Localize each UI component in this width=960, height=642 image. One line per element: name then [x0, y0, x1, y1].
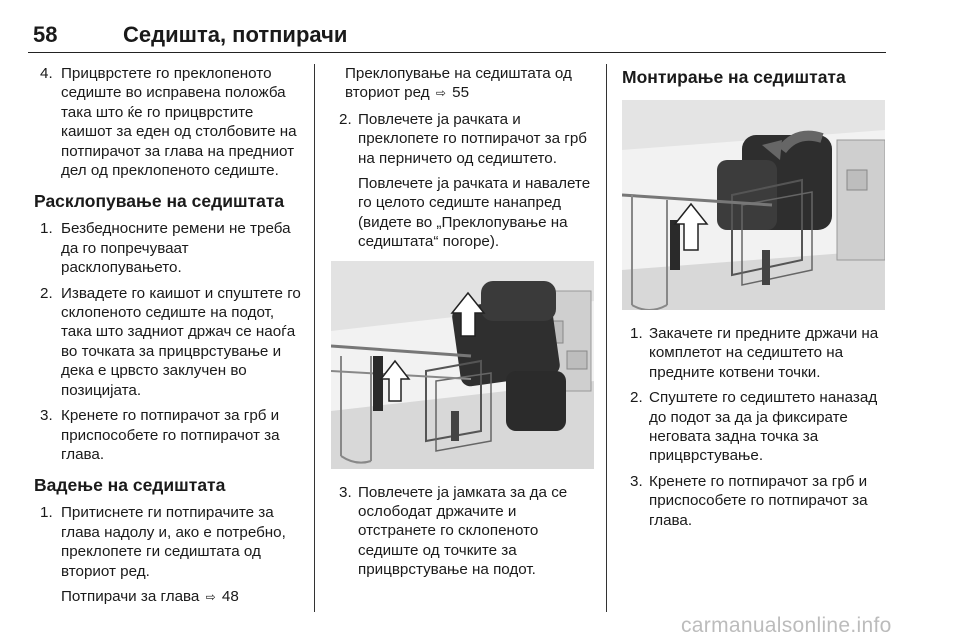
item-number: 2.	[339, 110, 352, 128]
item-number: 1.	[630, 325, 643, 342]
item-text: Кренете го потпирачот за грб и приспособете го потпирачот за глава.	[649, 472, 868, 529]
list-item	[34, 64, 302, 180]
column-right	[622, 64, 886, 536]
list-item	[34, 503, 302, 581]
list-item	[331, 483, 595, 580]
column-divider	[314, 64, 315, 612]
seat-folding-diagram	[331, 261, 594, 469]
list-item	[34, 219, 302, 277]
column-middle	[331, 64, 595, 586]
list-item	[34, 284, 302, 400]
item-number: 2.	[630, 389, 643, 407]
illustration-seat-folding	[331, 261, 594, 469]
cross-reference	[331, 64, 595, 104]
item-text: Закачете ги предните држачи на комплетот на седиштето на предните котвени точки.	[649, 325, 879, 381]
column-left	[34, 64, 302, 613]
list-item	[622, 388, 886, 466]
item-text: Прицврстете го преклопеното седиште во исправена положба така што ќе го прицврстите каишот за еден од столбовите на потпирачот за глава на предниот дел од преклопеното седиште.	[61, 65, 297, 180]
seat-installation-diagram	[622, 100, 885, 310]
item-number: 1.	[40, 220, 53, 238]
watermark: carmanualsonline.info	[681, 614, 892, 637]
item-number: 4.	[40, 65, 53, 82]
item-text: Безбедносните ремени не треба да го попречуваат расклопувањето.	[61, 220, 291, 277]
list-item	[34, 406, 302, 464]
item-text: Спуштете го седиштето наназад до подот за да ја фиксирате неговата задна точка за прицврстување.	[649, 389, 878, 465]
page-number: 58	[33, 22, 58, 47]
item-number: 3.	[630, 472, 643, 490]
item-number: 3.	[339, 483, 352, 501]
paragraph: Повлечете ја рачката и навалете го целото седиште нанапред (видете во „Преклопување на седиштата“ погоре).	[358, 175, 591, 251]
item-number: 3.	[40, 407, 53, 425]
list-item	[331, 110, 595, 168]
chapter-title: Седишта, потпирачи	[123, 22, 348, 47]
reference-text: Преклопување на седиштата од вториот ред	[345, 65, 572, 102]
list-item	[622, 324, 886, 382]
reference-page[interactable]: 48	[221, 587, 239, 605]
page-reference-arrow-icon[interactable]: ⇨	[435, 86, 446, 101]
item-number: 1.	[40, 504, 53, 522]
section-heading-removal: Вадење на седиштата	[34, 475, 226, 496]
item-text: Повлечете ја јамката за да се ослободат држачите и отстранете го склопеното седиште од точките за прицврстување на подот.	[358, 483, 568, 579]
reference-text: Потпирачи за глава	[61, 587, 200, 605]
item-text: Притиснете ги потпирачите за глава надолу и, ако е потребно, преклопете ги седиштата од вториот ред.	[61, 504, 286, 580]
page-header	[28, 18, 886, 53]
item-text: Повлечете ја рачката и преклопете го потпирачот за грб на перничето од седиштето.	[358, 110, 587, 167]
item-text: Кренете го потпирачот за грб и приспособете го потпирачот за глава.	[61, 407, 280, 463]
page-reference-arrow-icon[interactable]: ⇨	[205, 589, 216, 604]
item-text: Извадете го каишот и спуштете го склопеното седиште на подот, така што задниот држач се наоѓа во точката за прицврстување и дека е црвсто заклучен во позицијата.	[61, 284, 301, 399]
section-heading-unfold: Расклопување на седиштата	[34, 191, 285, 212]
section-heading-installation: Монтирање на седиштата	[622, 67, 846, 87]
list-item	[622, 472, 886, 530]
reference-page[interactable]: 55	[452, 84, 470, 102]
item-number: 2.	[40, 284, 53, 302]
cross-reference	[34, 587, 302, 607]
column-divider	[606, 64, 607, 612]
illustration-seat-installation	[622, 100, 885, 310]
